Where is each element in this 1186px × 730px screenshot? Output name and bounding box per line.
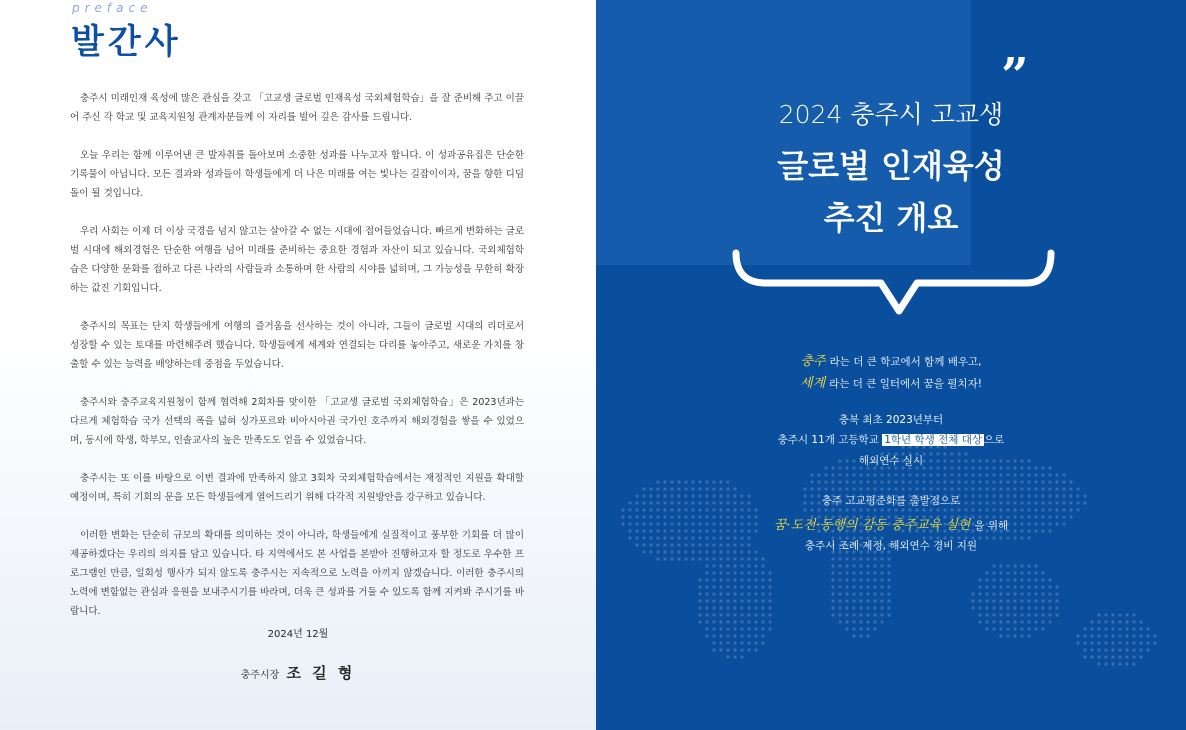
paragraph: 충주시의 목표는 단지 학생들에게 여행의 즐거움을 선사하는 것이 아니라, 그들이 글로벌 시대의 리더로서 성장할 수 있는 토대를 마련해주려 했습니다. 학생들에게 세계와 연결되는 다리를 놓아주고, 새로운 가치를 창출할 수 있는 능력을 배양하는데 중점을 두었습니다. [70,321,524,370]
signer-name: 조 길 형 [286,664,356,682]
paragraph: 우리 사회는 이제 더 이상 국경을 넘지 않고는 살아갈 수 없는 시대에 접어들었습니다. 빠르게 변화하는 글로벌 시대에 해외경험은 단순한 여행을 넘어 미래를 준비하는 중요한 경험과 자산이 되고 있습니다. 국외체험학습은 다양한 문화를 접하고 다른 나라의 사람들과 소통하며 한 사람의 시야를 넓히며, 그 가능성을 무한히 확장하는 값진 기회입니다. [70,226,524,294]
info-line [596,432,1186,447]
info-line: 충주시 조례 제정, 해외연수 경비 지원 [804,540,978,552]
page-title: 발간사 [71,22,182,62]
paragraph: 충주시는 또 이를 바탕으로 이번 결과에 만족하지 않고 3회차 국외체험학습에서는 재정적인 지원을 확대할 예정이며, 특히 기회의 문을 모든 학생들에게 열어드리기 위해 다각적 지원방안을 강구하고 있습니다. [70,473,524,503]
speech-bubble-tail [596,245,1186,325]
publication-date: 2024년 12월 [267,629,329,640]
highlight-text: 1학년 학생 전체 대상 [884,434,983,446]
signer-title: 충주시장 [240,670,280,681]
preface-body [70,89,524,640]
overview-title [596,140,1186,244]
info-text: 으로 [984,434,1005,446]
handwritten-word: 충주 [800,354,826,369]
slogan-line [596,350,1186,369]
info-line: 해외연수 실시 [858,455,924,467]
preface-label: preface [72,1,153,15]
signature [0,662,596,683]
paragraph: 충주시 미래인재 육성에 많은 관심을 갖고 「고교생 글로벌 인재육성 국외체험학습」을 잘 준비해 주고 이끌어 주신 각 학교 및 교육지원청 관계자분들께 이 자리를 빌어 깊은 감사를 드립니다. [70,93,524,123]
paragraph: 충주시와 충주교육지원청이 함께 협력해 2회차를 맞이한 「고교생 글로벌 국외체험학습」은 2023년과는 다르게 체험학습 국가 선택의 폭을 넓혀 싱가포르와 비아시아권 국가인 호주까지 해외경험을 쌓을 수 있었으며, 동시에 학생, 학부모, 인솔교사의 높은 만족도도 얻을 수 있었습니다. [70,397,524,446]
handwritten-phrase: 꿈·도전·동행의 감동 충주교육 실현 [773,518,971,533]
paragraph: 이러한 변화는 단순히 규모의 확대를 의미하는 것이 아니라, 학생들에게 실질적이고 풍부한 기회를 더 많이 제공하겠다는 우리의 의지를 담고 있습니다. 타 지역에서도 본 사업을 본받아 진행하고자 할 정도로 우수한 프로그램인 만큼, 일회성 행사가 되지 않도록 충주시는 지속적으로 노력을 아끼지 않겠습니다. 이러한 충주시의 노력에 변함없는 관심과 응원을 보내주시기를 바라며, 더욱 큰 성과를 거둘 수 있도록 함께 지켜봐 주시기를 바랍니다. [70,530,524,617]
slogan-text: 라는 더 큰 일터에서 꿈을 펼치자! [829,378,982,390]
slogan-line [596,372,1186,391]
paragraph: 오늘 우리는 함께 이루어낸 큰 발자취를 돌아보며 소중한 성과를 나누고자 합니다. 이 성과공유집은 단순한 기록물이 아닙니다. 모든 결과와 성과들이 학생들에게 더 나은 미래를 여는 빛나는 길잡이이자, 꿈을 향한 디딤돌이 될 것입니다. [70,150,524,199]
overview-title-line: 추진 개요 [823,199,959,237]
info-line: 충주 고교평준화를 출발점으로 [821,495,961,507]
handwritten-word: 세계 [800,376,826,391]
info-text: 을 위해 [974,520,1009,532]
overview-subtitle: 2024 충주시 고교생 [778,100,1004,129]
info-text: 충주시 11개 고등학교 [777,434,879,446]
slogan-text: 라는 더 큰 학교에서 함께 배우고, [829,356,982,368]
info-line: 충북 최초 2023년부터 [838,414,944,426]
overview-page [596,0,1186,730]
quote-mark-icon: ” [1001,48,1029,104]
overview-title-line: 글로벌 인재육성 [777,147,1005,185]
info-line [596,514,1186,533]
